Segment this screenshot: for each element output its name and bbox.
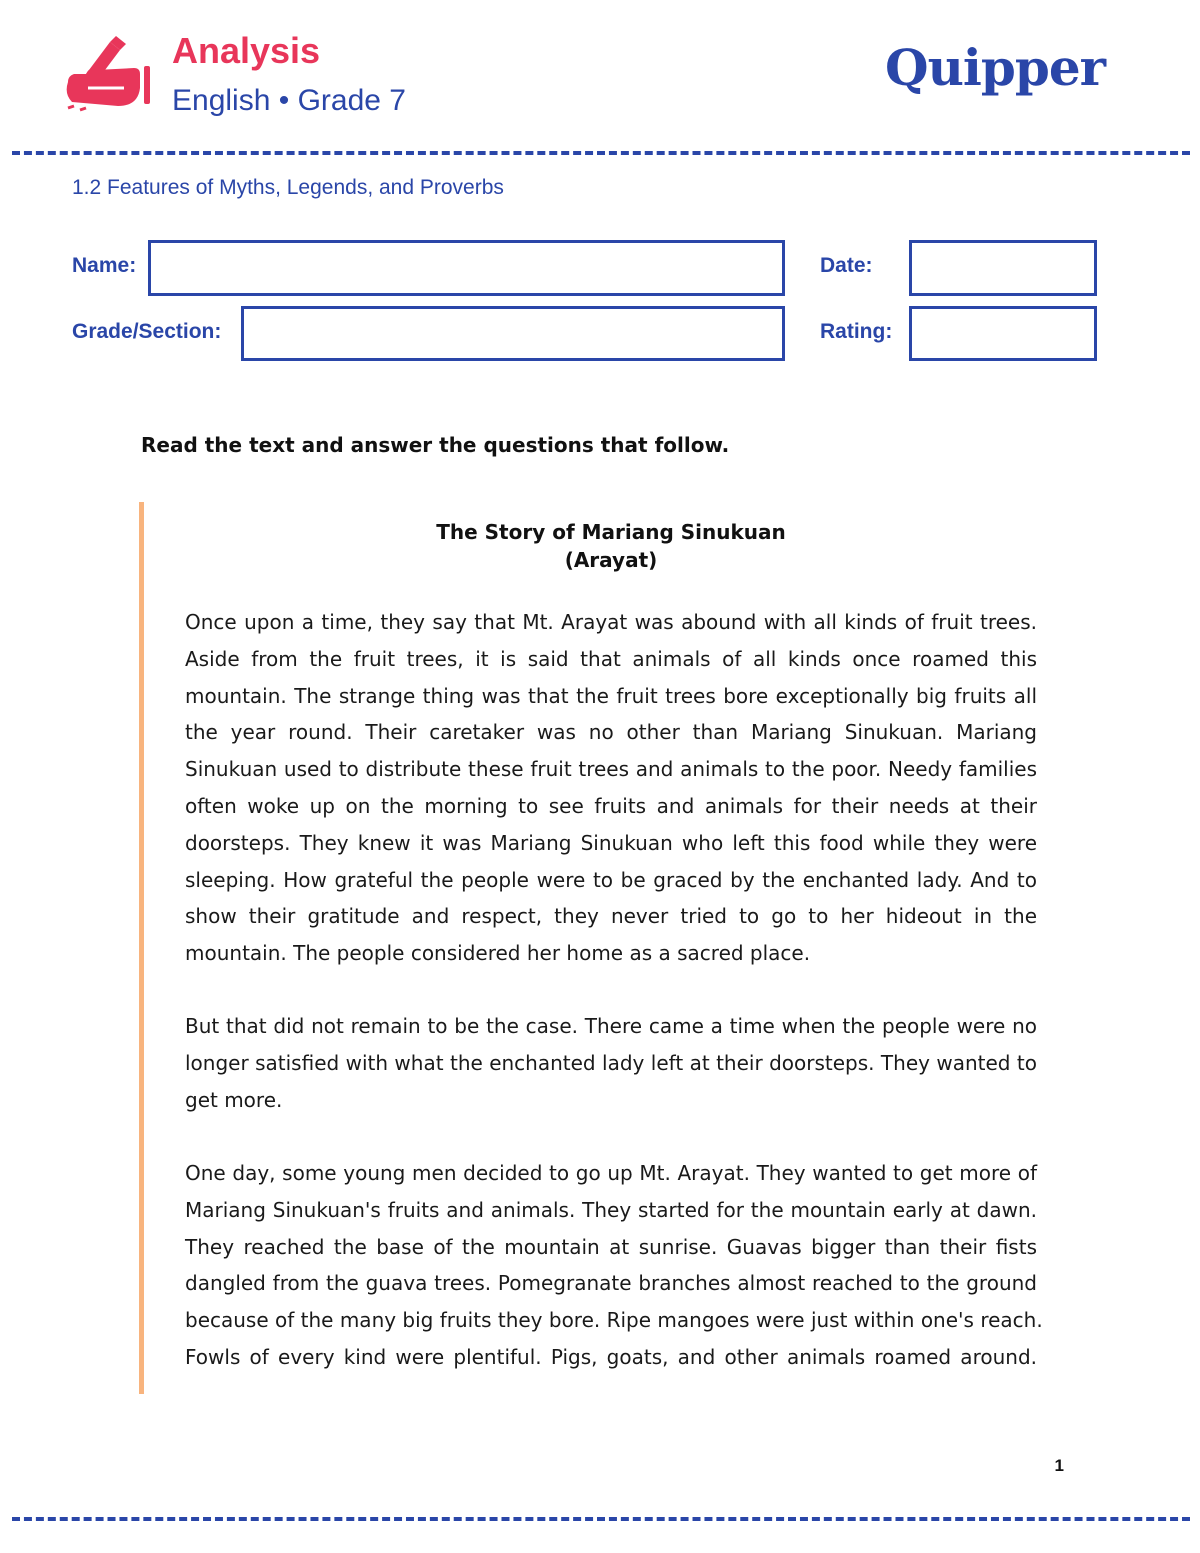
- name-field[interactable]: [148, 240, 785, 296]
- story-title: The Story of Mariang Sinukuan: [436, 520, 786, 544]
- rating-field[interactable]: [909, 306, 1097, 361]
- subject-grade-subtitle: English • Grade 7: [172, 84, 406, 117]
- text-line: often woke up on the morning to see fruits and animals for their needs at their: [185, 793, 1037, 818]
- text-line: longer satisfied with what the enchanted lady left at their doorsteps. They wanted to: [185, 1050, 1037, 1075]
- text-line: Mariang Sinukuan's fruits and animals. They started for the mountain early at dawn.: [185, 1197, 1037, 1222]
- quipper-logo: Quipper: [885, 38, 1105, 97]
- text-line: dangled from the guava trees. Pomegranate branches almost reached to the ground: [185, 1271, 1037, 1296]
- text-line: mountain. The people considered her home as a sacred place.: [185, 941, 811, 966]
- text-line: One day, some young men decided to go up Mt. Arayat. They wanted to get more of: [185, 1161, 1037, 1185]
- header-divider: [12, 151, 1190, 155]
- date-field[interactable]: [909, 240, 1097, 296]
- grade-section-field[interactable]: [241, 306, 785, 361]
- story-subtitle: (Arayat): [564, 548, 658, 572]
- text-line: the year round. Their caretaker was no other than Mariang Sinukuan. Mariang: [185, 720, 1037, 745]
- text-line: mountain. The strange thing was that the fruit trees bore exceptionally big fruits all: [185, 683, 1037, 708]
- footer-divider: [12, 1517, 1190, 1521]
- grade-section-label: Grade/Section:: [72, 320, 222, 343]
- text-line: sleeping. How grateful the people were to be graced by the enchanted lady. And to: [185, 867, 1037, 892]
- text-line: But that did not remain to be the case. There came a time when the people were no: [185, 1014, 1037, 1038]
- rating-label: Rating:: [820, 320, 893, 343]
- text-line: Sinukuan used to distribute these fruit trees and animals to the poor. Needy families: [185, 757, 1037, 782]
- name-label: Name:: [72, 254, 137, 277]
- story-paragraph-1: [185, 604, 1037, 972]
- text-line: doorsteps. They knew it was Mariang Sinukuan who left this food while they were: [185, 830, 1037, 855]
- text-line: because of the many big fruits they bore. Ripe mangoes were just within one's reach.: [185, 1308, 1043, 1333]
- text-line: get more.: [185, 1087, 283, 1112]
- page-number: 1: [1054, 1456, 1064, 1475]
- text-line: show their gratitude and respect, they never tried to go to her hideout in the: [185, 904, 1037, 929]
- text-line: Once upon a time, they say that Mt. Arayat was abound with all kinds of fruit trees.: [185, 610, 1037, 634]
- story-paragraph-3: [185, 1155, 1043, 1376]
- text-line: Fowls of every kind were plentiful. Pigs, goats, and other animals roamed around.: [185, 1344, 1037, 1369]
- instructions: Read the text and answer the questions that follow.: [141, 433, 730, 457]
- date-label: Date:: [820, 254, 873, 277]
- section-title: 1.2 Features of Myths, Legends, and Proverbs: [72, 176, 504, 199]
- story-accent-bar: [139, 502, 144, 1394]
- text-line: Aside from the fruit trees, it is said that animals of all kinds once roamed this: [185, 646, 1037, 671]
- story-paragraph-2: [185, 1008, 1037, 1118]
- text-line: They reached the base of the mountain at sunrise. Guavas bigger than their fists: [185, 1234, 1037, 1259]
- writing-hand-icon: [60, 36, 152, 112]
- worksheet-type-title: Analysis: [172, 30, 321, 71]
